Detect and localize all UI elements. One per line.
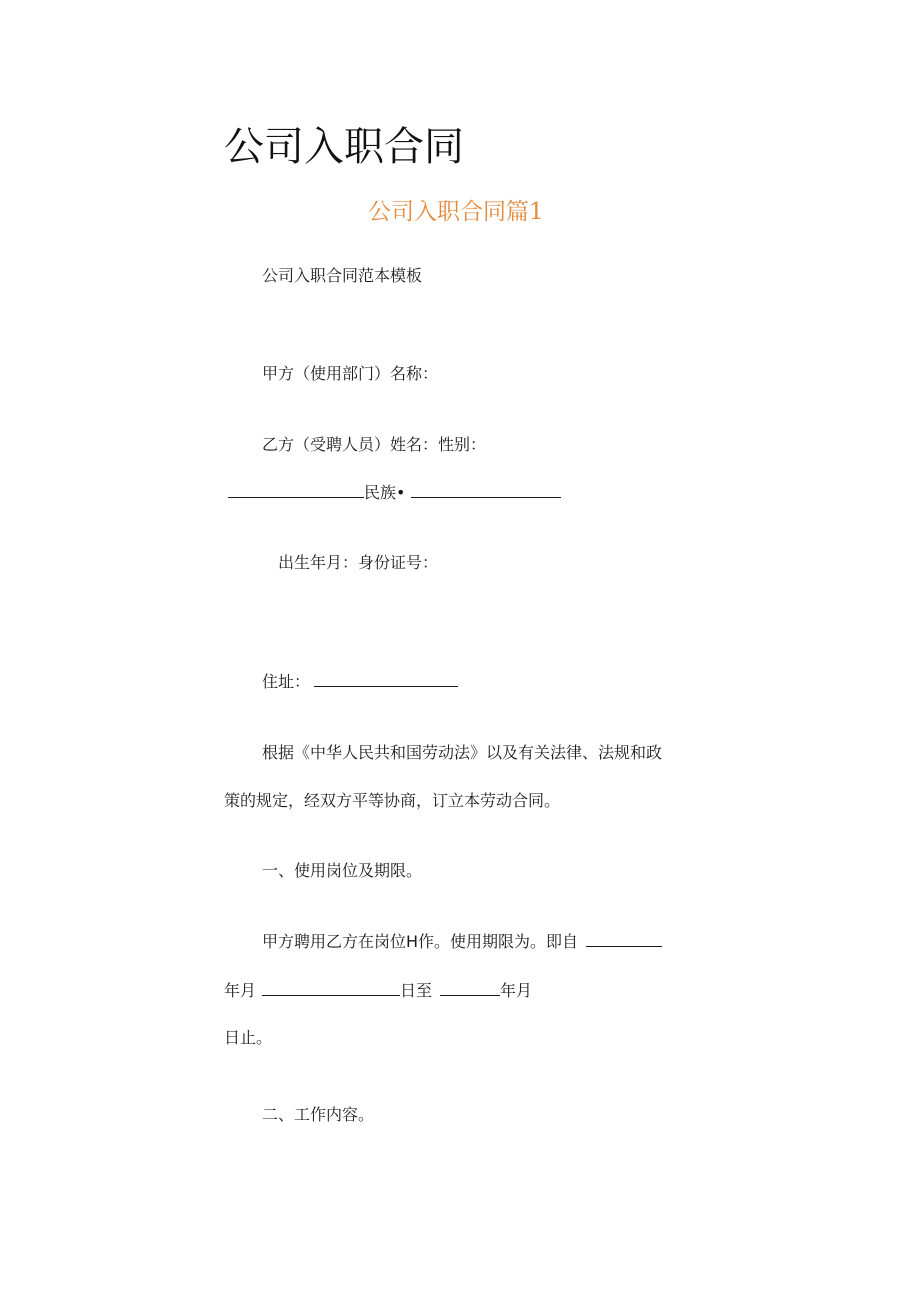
birth-id-line: 出生年月：身份证号： — [278, 553, 439, 572]
blank-line — [262, 979, 400, 996]
basis-paragraph-line-2: 策的规定，经双方平等协商，订立本劳动合同。 — [224, 791, 561, 810]
address-label: 住址： — [262, 672, 311, 691]
address-line — [262, 670, 458, 694]
year-month-label-2: 年月 — [500, 981, 533, 1000]
employment-line-2 — [224, 979, 532, 1003]
clause-1-heading: 一、使用岗位及期限。 — [262, 861, 423, 880]
blank-line — [314, 670, 458, 687]
blank-line — [411, 481, 561, 498]
ethnicity-label: 民族• — [364, 483, 406, 502]
year-month-label: 年月 — [224, 981, 257, 1000]
document-title: 公司入职合同 — [224, 124, 464, 170]
employment-line-3: 日止。 — [224, 1028, 273, 1047]
clause-2-heading: 二、工作内容。 — [262, 1105, 375, 1124]
blank-line — [586, 930, 662, 947]
party-b-line: 乙方（受聘人员）姓名：性别： — [262, 435, 487, 454]
ethnicity-line — [228, 481, 561, 505]
employment-line-1 — [262, 930, 662, 954]
day-to-label: 日至 — [400, 981, 433, 1000]
employment-text: 甲方聘用乙方在岗位H作。使用期限为。即自 — [262, 932, 579, 951]
template-name: 公司入职合同范本模板 — [262, 266, 423, 285]
section-title: 公司入职合同篇1 — [368, 199, 544, 225]
basis-paragraph-line-1: 根据《中华人民共和国劳动法》以及有关法律、法规和政 — [262, 743, 663, 762]
blank-line — [228, 481, 364, 498]
party-a-line: 甲方（使用部门）名称： — [262, 364, 439, 383]
blank-line — [440, 979, 500, 996]
